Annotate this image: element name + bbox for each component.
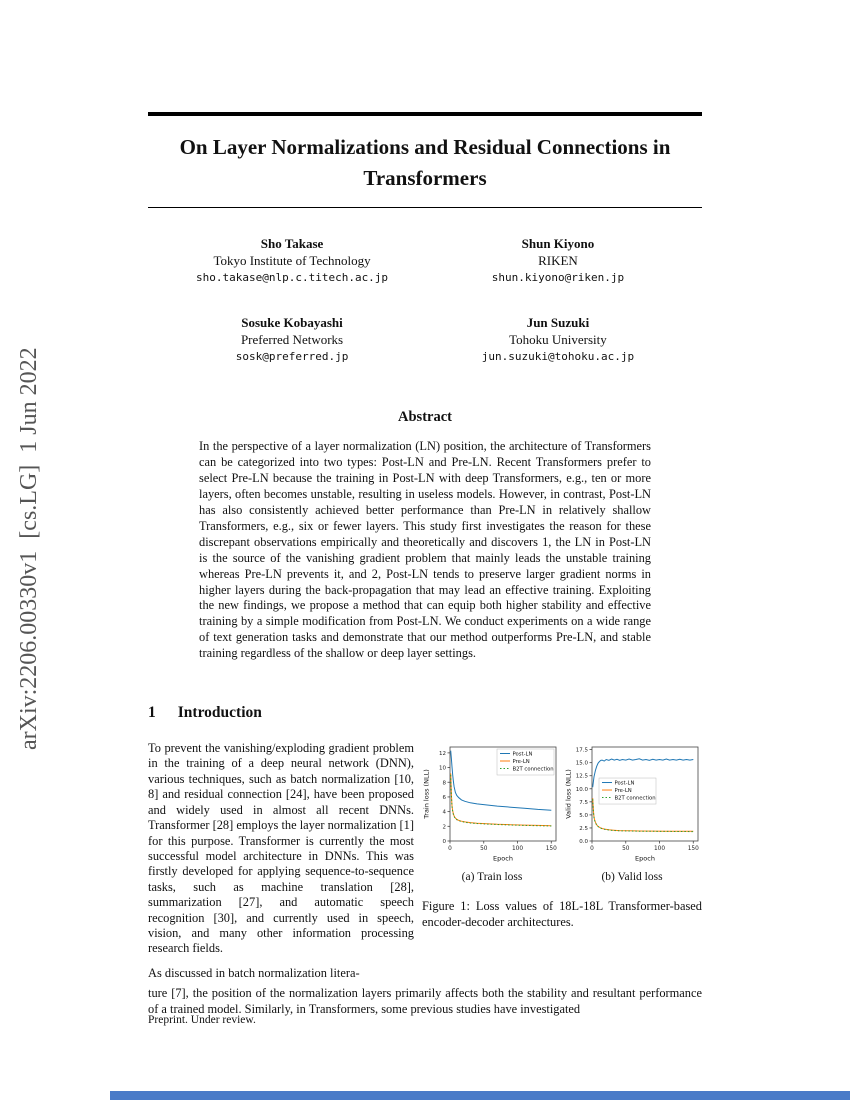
- intro-left-column: [148, 741, 414, 981]
- author-name: Sho Takase: [260, 236, 324, 252]
- section-title: Introduction: [177, 704, 262, 722]
- svg-text:0.0: 0.0: [579, 839, 588, 846]
- svg-text:100: 100: [653, 846, 666, 853]
- svg-text:Valid loss (NLL): Valid loss (NLL): [564, 769, 573, 819]
- bottom-blue-strip: [110, 1091, 850, 1100]
- svg-text:15.0: 15.0: [575, 760, 588, 767]
- author-email: sosk@preferred.jp: [235, 350, 349, 364]
- paper-title: On Layer Normalizations and Residual Connections in Transformers: [179, 135, 671, 190]
- valid-loss-chart: [564, 741, 702, 867]
- intro-paragraph: To prevent the vanishing/exploding gradient problem in the training of a deep neural network (DNN), various techniques, such as batch normalization [10, 8] and residual connection [24], have been proposed and widely used in almost all recent DNNs. Transformer [28] employs the layer normalization [1] for this purpose. Transformer is currently the most successful model architecture in DNNs. This was firstly developed for applying sequence-to-sequence tasks, such as machine translation [28], summarization [27], and automatic speech recognition [30], and currently used in speech, vision, and many other information processing research fields.: [148, 741, 414, 956]
- svg-text:Train loss (NLL): Train loss (NLL): [422, 769, 431, 819]
- svg-text:150: 150: [687, 846, 699, 853]
- author-name: Sosuke Kobayashi: [241, 315, 343, 331]
- svg-text:50: 50: [622, 846, 630, 853]
- figure-1-subcaptions: [422, 871, 702, 883]
- author-affiliation: Tokyo Institute of Technology: [213, 253, 371, 269]
- svg-text:B2T connection: B2T connection: [512, 766, 554, 773]
- loss-chart-svg: [422, 741, 560, 862]
- author-block: [425, 235, 691, 286]
- svg-text:10: 10: [439, 765, 446, 772]
- paper-content: [148, 0, 702, 1018]
- svg-text:0: 0: [442, 839, 446, 846]
- author-affiliation: Tohoku University: [509, 332, 607, 348]
- svg-text:Epoch: Epoch: [635, 854, 655, 863]
- figure-1-caption: Figure 1: Loss values of 18L-18L Transformer-based encoder-decoder architectures.: [422, 899, 702, 929]
- author-affiliation: RIKEN: [538, 253, 578, 269]
- svg-text:Post-LN: Post-LN: [512, 751, 533, 758]
- figure-1-plots: [422, 741, 702, 867]
- svg-text:4: 4: [442, 809, 446, 816]
- author-email: sho.takase@nlp.c.titech.ac.jp: [196, 271, 389, 285]
- svg-text:12: 12: [439, 750, 446, 757]
- svg-text:8: 8: [442, 780, 446, 787]
- svg-text:2.5: 2.5: [579, 826, 588, 833]
- title-rule: [148, 207, 702, 208]
- svg-text:0: 0: [448, 846, 452, 853]
- svg-text:150: 150: [545, 846, 557, 853]
- subcaption-valid-loss: (b) Valid loss: [601, 871, 663, 884]
- top-rule: [148, 112, 702, 116]
- svg-text:Pre-LN: Pre-LN: [512, 759, 530, 766]
- train-loss-chart: [422, 741, 560, 867]
- authors-block: [159, 235, 691, 365]
- author-email: jun.suzuki@tohoku.ac.jp: [481, 350, 635, 364]
- figure-1: [422, 741, 702, 981]
- intro-continuation-rest: ture [7], the position of the normalization layers primarily affects both the stability and resultant performance of a trained model. Similarly, in Transformers, some previous studies have investigated: [148, 986, 702, 1017]
- preprint-note: Preprint. Under review.: [148, 1014, 256, 1026]
- subcaption-train-loss: (a) Train loss: [461, 871, 523, 884]
- author-name: Shun Kiyono: [521, 236, 595, 252]
- author-block: [425, 314, 691, 365]
- svg-text:12.5: 12.5: [575, 773, 588, 780]
- author-affiliation: Preferred Networks: [240, 332, 344, 348]
- section-heading-introduction: [148, 704, 702, 722]
- svg-text:2: 2: [442, 824, 446, 831]
- svg-text:50: 50: [480, 846, 488, 853]
- svg-text:5.0: 5.0: [579, 812, 588, 819]
- author-block: [159, 314, 425, 365]
- author-email: shun.kiyono@riken.jp: [491, 271, 625, 285]
- section-number: 1: [148, 704, 156, 722]
- two-column-area: [148, 741, 702, 981]
- svg-text:17.5: 17.5: [575, 747, 588, 754]
- svg-text:10.0: 10.0: [575, 786, 588, 793]
- loss-chart-svg: [564, 741, 702, 862]
- author-block: [159, 235, 425, 286]
- svg-text:Post-LN: Post-LN: [614, 780, 635, 787]
- author-name: Jun Suzuki: [526, 315, 590, 331]
- abstract-text: In the perspective of a layer normalization (LN) position, the architecture of Transformers can be categorized into two types: Post-LN and Pre-LN. Recent Transformers prefer to select Pre-LN because the training in Post-LN with deep Transformers, e.g., ten or more layers, often becomes unstable, resulting in useless models. However, in contrast, Post-LN has also consistently achieved better performance than Pre-LN in relatively shallow Transformers, e.g., six or fewer layers. This study first investigates the reason for these discrepant observations empirically and theoretically and discovers 1, the LN in Post-LN is the source of the vanishing gradient problem that mainly leads the unstable training whereas Pre-LN prevents it, and 2, Post-LN tends to preserve larger gradient norms in higher layers during the back-propagation that may lead an effective training. Exploiting the new findings, we propose a method that can equip both higher stability and effective training by a simple modification from Post-LN. We conduct experiments on a wide range of text generation tasks and demonstrate that our method outperforms Pre-LN, and stable training regardless of the shallow or deep layer settings.: [199, 439, 651, 661]
- svg-text:100: 100: [511, 846, 524, 853]
- abstract-heading: Abstract: [398, 409, 452, 426]
- arxiv-watermark: arXiv:2206.00330v1 [cs.LG] 1 Jun 2022: [16, 347, 42, 751]
- svg-text:Epoch: Epoch: [493, 854, 513, 863]
- svg-text:6: 6: [442, 795, 446, 802]
- intro-continuation-start: As discussed in batch normalization litera-: [148, 965, 360, 980]
- svg-text:0: 0: [590, 846, 594, 853]
- svg-text:Pre-LN: Pre-LN: [614, 788, 632, 795]
- svg-text:B2T connection: B2T connection: [614, 795, 656, 802]
- svg-text:7.5: 7.5: [579, 799, 588, 806]
